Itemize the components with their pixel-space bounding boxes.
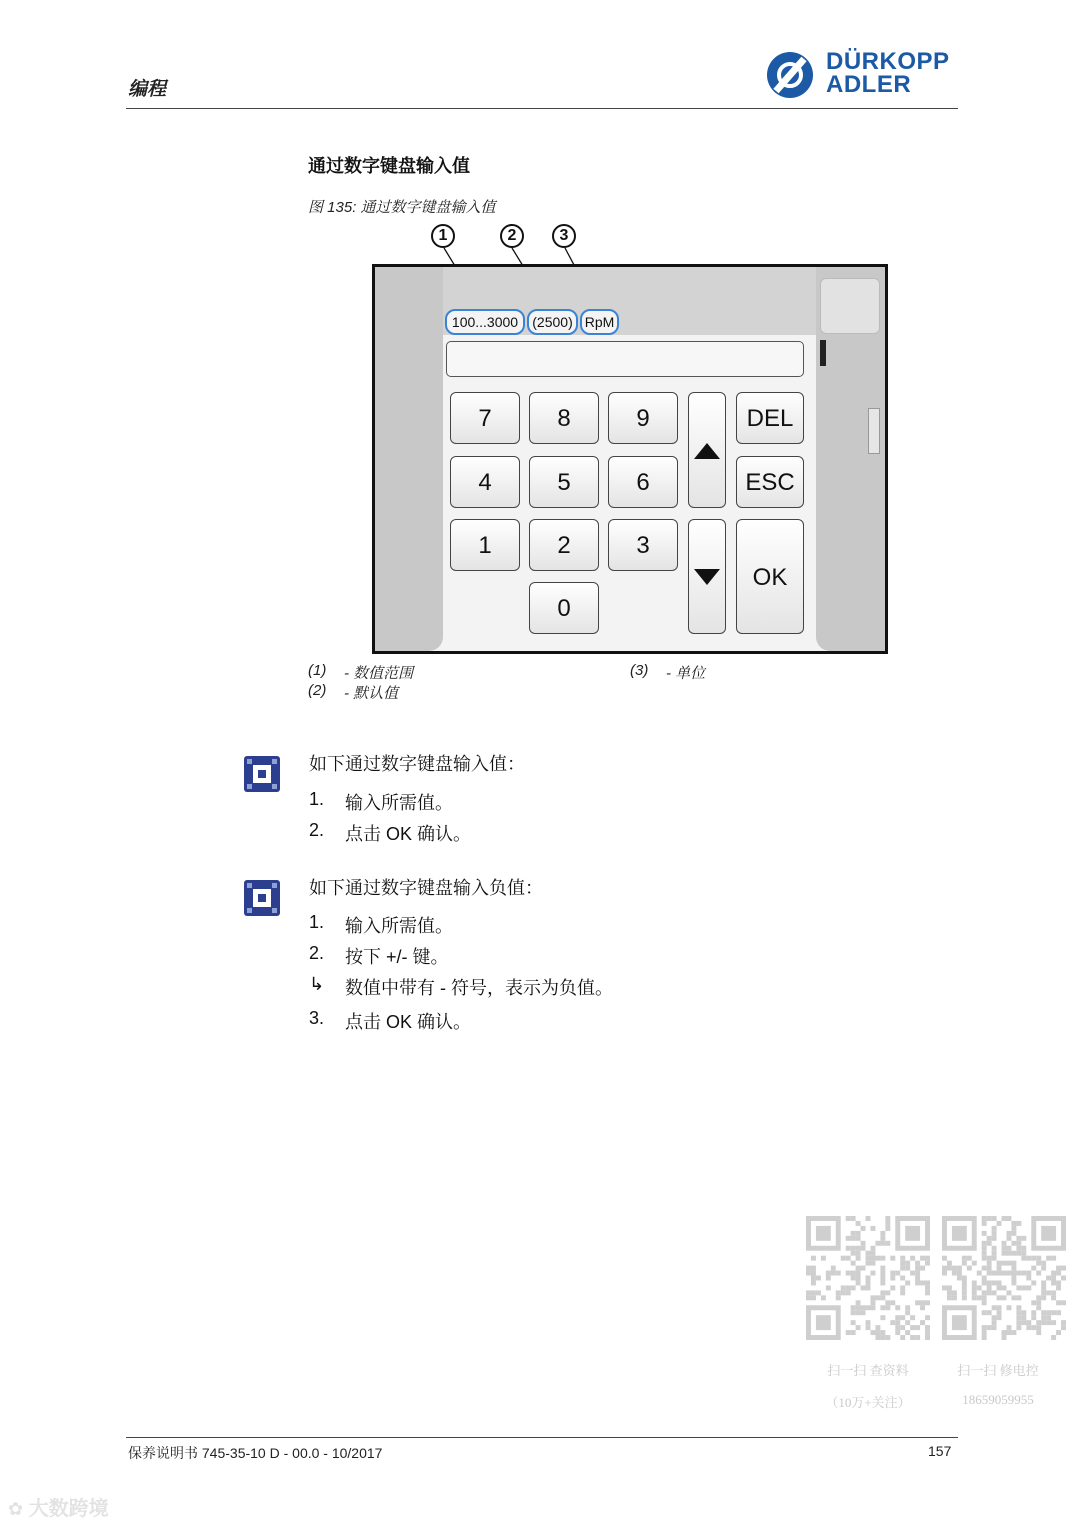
key-del[interactable]: DEL [736,392,804,444]
footer-divider [126,1437,958,1438]
value-input-field[interactable] [446,341,804,377]
up-arrow-icon [690,393,724,505]
corner-watermark [8,1492,109,1521]
watermark-sub-1: （10万+关注） [825,1395,911,1410]
step-number: 3. [309,1008,325,1028]
key-9[interactable]: 9 [608,392,678,444]
watermark-label-1: 扫一扫 查资料 [827,1363,909,1378]
corner-watermark-text: 大数跨境 [28,1498,109,1520]
key-6[interactable]: 6 [608,456,678,508]
callout-1: 1 [431,224,455,248]
info-icon [244,880,280,916]
screen-edge-marker [820,340,826,366]
key-4[interactable]: 4 [450,456,520,508]
chat-bubble-icon: ✿ [8,1499,24,1519]
key-ok[interactable]: OK [736,519,804,634]
legend-item-2-number: (2) [308,682,327,699]
instruction-intro-1: 如下通过数字键盘输入值： [309,754,525,774]
instruction-intro-2: 如下通过数字键盘输入负值： [309,878,543,898]
legend-item-2-text: - 默认值 [344,685,399,702]
step-number: 1. [309,789,325,809]
result-arrow-icon: ↳ [309,974,325,994]
key-1[interactable]: 1 [450,519,520,571]
brand-line-1: DÜRKOPP [826,48,950,75]
key-0[interactable]: 0 [529,582,599,634]
step-text: 输入所需值。 [345,793,453,813]
qr-code-image [942,1216,1066,1340]
callout-2: 2 [500,224,524,248]
watermark-label-2: 扫一扫 修电控 [957,1363,1039,1378]
step-text: 点击 OK 确认。 [345,1012,472,1032]
section-title: 通过数字键盘输入值 [308,156,470,176]
key-esc[interactable]: ESC [736,456,804,508]
key-3[interactable]: 3 [608,519,678,571]
screen-corner-button[interactable] [820,278,880,334]
value-range-chip: 100...3000 [445,309,525,335]
brand-line-2: ADLER [826,71,912,98]
step-number: 2. [309,943,325,963]
screen-left-panel [375,267,443,651]
screen-side-handle [868,408,880,454]
result-text: 数值中带有 - 符号，表示为负值。 [345,978,613,998]
key-2[interactable]: 2 [529,519,599,571]
step-text: 点击 OK 确认。 [345,824,472,844]
qr-code-image [806,1216,930,1340]
header-title: 编程 [128,79,167,100]
info-icon [244,756,280,792]
page-number: 157 [928,1443,952,1459]
step-text: 输入所需值。 [345,916,453,936]
key-8[interactable]: 8 [529,392,599,444]
unit-chip: RpM [580,309,619,335]
key-5[interactable]: 5 [529,456,599,508]
header-divider [126,108,958,109]
brand-name [826,50,950,96]
down-arrow-icon [690,520,724,631]
step-number: 1. [309,912,325,932]
default-value-chip: (2500) [527,309,578,335]
legend-item-1-number: (1) [308,662,327,679]
figure-caption: 图 135: 通过数字键盘输入值 [308,199,496,216]
footer-document-id: 保养说明书 745-35-10 D - 00.0 - 10/2017 [128,1445,383,1461]
watermark-sub-2: 18659059955 [962,1392,1034,1407]
key-7[interactable]: 7 [450,392,520,444]
legend-item-3-text: - 单位 [666,665,706,682]
legend-item-1-text: - 数值范围 [344,665,414,682]
key-up[interactable] [688,392,726,508]
step-text: 按下 +/- 键。 [345,947,449,967]
key-down[interactable] [688,519,726,634]
step-number: 2. [309,820,325,840]
callout-3: 3 [552,224,576,248]
legend-item-3-number: (3) [630,662,649,679]
